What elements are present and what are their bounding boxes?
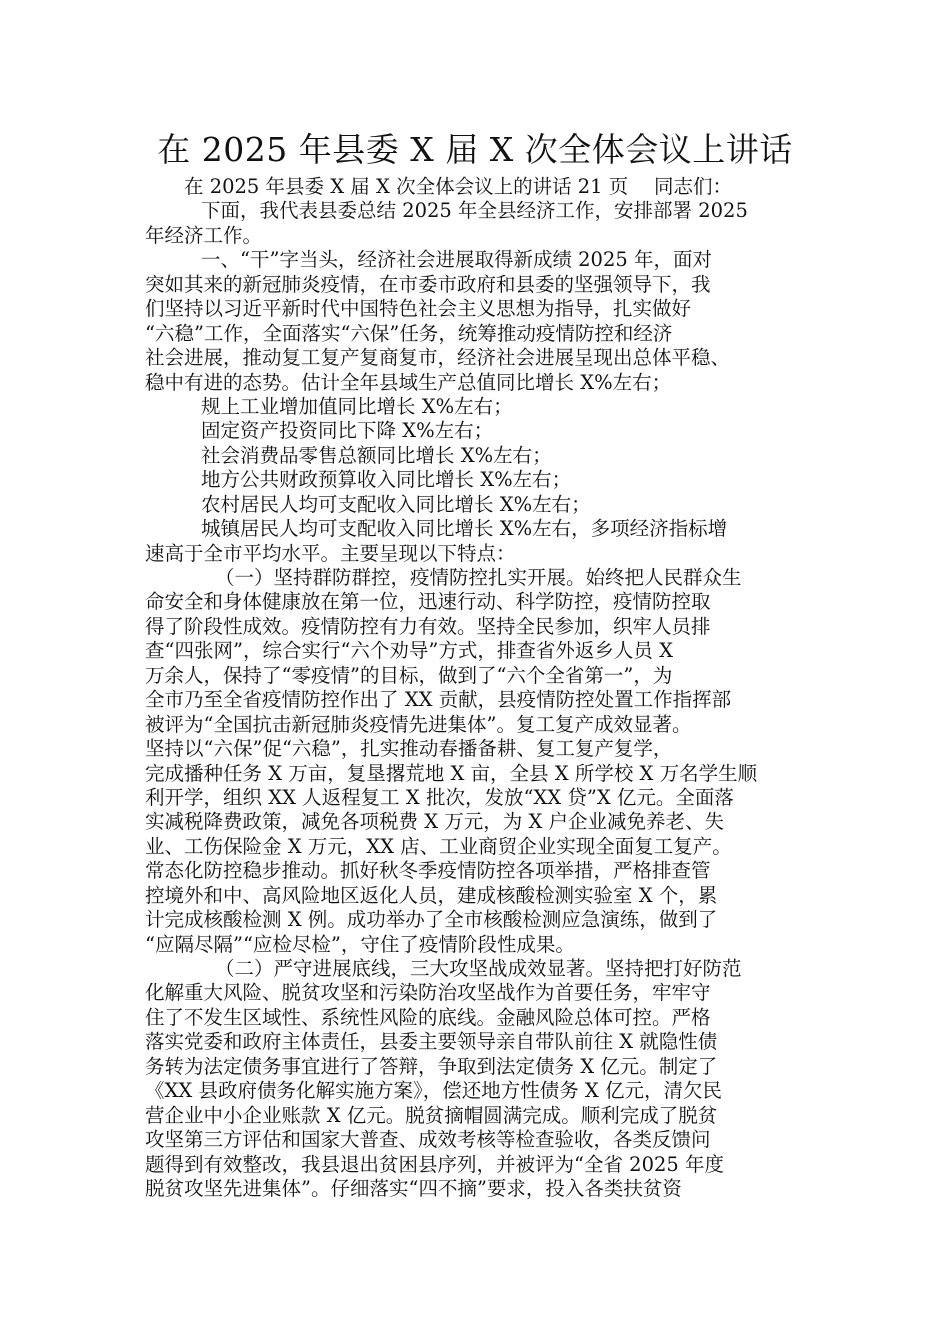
body-line: 查“四张网”，综合实行“六个劝导”方式，排查省外返乡人员 X — [145, 639, 673, 663]
body-line: 落实党委和政府主体责任，县委主要领导亲自带队前往 X 就隐性债 — [145, 1030, 718, 1054]
body-line: 地方公共财政预算收入同比增长 X%左右； — [201, 468, 572, 492]
body-line: 住了不发生区域性、系统性风险的底线。金融风险总体可控。严格 — [145, 1005, 711, 1029]
body-line: 被评为“全国抗击新冠肺炎疫情先进集体”。复工复产成效显著。 — [145, 712, 692, 736]
body-line: 实减税降费政策，减免各项税费 X 万元，为 X 户企业减免养老、失 — [145, 810, 725, 834]
body-line: 固定资产投资同比下降 X%左右； — [201, 419, 494, 443]
body-line: 在 2025 年县委 X 届 X 次全体会议上的讲话 21 页 同志们： — [184, 175, 732, 198]
body-line: “六稳”工作，全面落实“六保”任务，统筹推动疫情防控和经济 — [145, 321, 673, 345]
body-line: 攻坚第三方评估和国家大普查、成效考核等检查验收，各类反馈问 — [145, 1128, 711, 1152]
body-line: 计完成核酸检测 X 例。成功举办了全市核酸检测应急演练，做到了 — [145, 908, 718, 932]
body-line: 全市乃至全省疫情防控作出了 XX 贡献，县疫情防控处置工作指挥部 — [145, 688, 732, 712]
body-line: 务转为法定债务事宜进行了答辩，争取到法定债务 X 亿元。制定了 — [145, 1054, 718, 1078]
body-line: （一）坚持群防群控，疫情防控扎实开展。始终把人民群众生 — [215, 566, 742, 589]
body-line: 一、“干”字当头，经济社会进展取得新成绩 2025 年，面对 — [201, 248, 712, 272]
document-title: 在 2025 年县委 X 届 X 次全体会议上讲话 — [157, 130, 793, 169]
body-line: 年经济工作。 — [145, 223, 263, 247]
body-line: “应隔尽隔”“应检尽检”，守住了疫情阶段性成果。 — [145, 932, 575, 956]
body-line: 坚持以“六保”促“六稳”，扎实推动春播备耕、复工复产复学， — [145, 737, 673, 761]
body-line: 下面，我代表县委总结 2025 年全县经济工作，安排部署 2025 — [201, 199, 748, 223]
body-line: 突如其来的新冠肺炎疫情，在市委市政府和县委的坚强领导下，我 — [145, 272, 711, 296]
body-line: （二）严守进展底线，三大攻坚战成效显著。坚持把打好防范 — [215, 957, 742, 980]
body-line: 控境外和中、高风险地区返化人员，建成核酸检测实验室 X 个，累 — [145, 883, 718, 907]
body-line: 速高于全市平均水平。主要呈现以下特点： — [145, 541, 516, 565]
body-line: 稳中有进的态势。估计全年县域生产总值同比增长 X%左右； — [145, 370, 672, 394]
body-line: 化解重大风险、脱贫攻坚和污染防治攻坚战作为首要任务，牢牢守 — [145, 981, 711, 1005]
body-line: 社会进展，推动复工复产复商复市，经济社会进展呈现出总体平稳、 — [145, 346, 731, 370]
document-body — [145, 175, 825, 1201]
body-line: 得了阶段性成效。疫情防控有力有效。坚持全民参加，织牢人员排 — [145, 614, 711, 638]
body-line: 《XX 县政府债务化解实施方案》，偿还地方性债务 X 亿元，清欠民 — [145, 1079, 722, 1103]
body-line: 完成播种任务 X 万亩，复垦撂荒地 X 亩，全县 X 所学校 X 万名学生顺 — [145, 761, 758, 785]
body-line: 题得到有效整改，我县退出贫困县序列，并被评为“全省 2025 年度 — [145, 1152, 724, 1176]
body-line: 们坚持以习近平新时代中国特色社会主义思想为指导，扎实做好 — [145, 297, 692, 321]
body-line: 社会消费品零售总额同比增长 X%左右； — [201, 443, 552, 467]
body-line: 营企业中小企业账款 X 亿元。脱贫摘帽圆满完成。顺利完成了脱贫 — [145, 1103, 718, 1127]
body-line: 万余人，保持了“零疫情”的目标，做到了“六个全省第一”，为 — [145, 663, 673, 687]
body-line: 脱贫攻坚先进集体”。仔细落实“四不摘”要求，投入各类扶贫资 — [145, 1176, 682, 1200]
body-line: 常态化防控稳步推动。抓好秋冬季疫情防控各项举措，严格排查管 — [145, 859, 711, 883]
body-line: 农村居民人均可支配收入同比增长 X%左右； — [201, 492, 591, 516]
body-line: 城镇居民人均可支配收入同比增长 X%左右，多项经济指标增 — [201, 517, 728, 541]
body-line: 规上工业增加值同比增长 X%左右； — [201, 394, 513, 418]
body-line: 利开学，组织 XX 人返程复工 X 批次，发放“XX 贷”X 亿元。全面落 — [145, 785, 734, 809]
body-line: 业、工伤保险金 X 万元，XX 店、工业商贸企业实现全面复工复产。 — [145, 834, 732, 858]
body-line: 命安全和身体健康放在第一位，迅速行动、科学防控，疫情防控取 — [145, 590, 711, 614]
